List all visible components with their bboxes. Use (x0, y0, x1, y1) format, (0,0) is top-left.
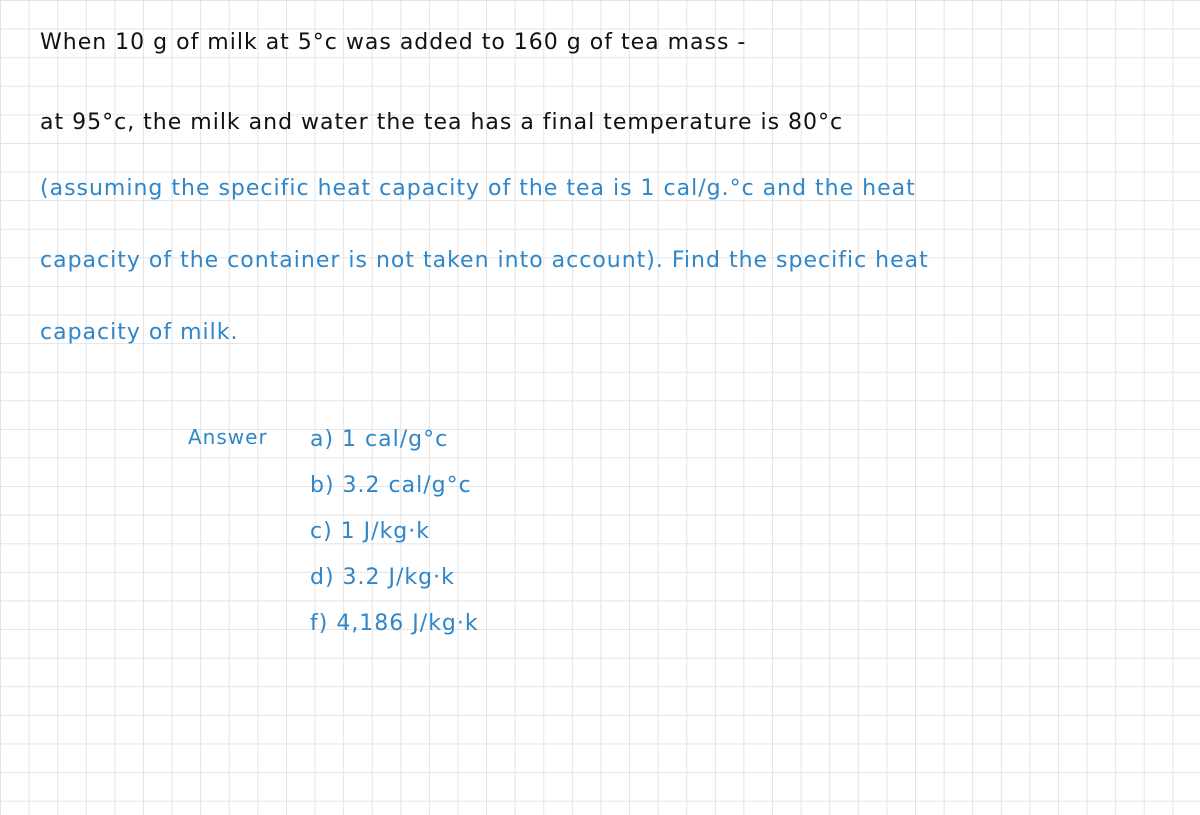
answer-options (310, 425, 479, 655)
answer-option-a: a) 1 cal/g°c (310, 427, 449, 452)
question-line-2: at 95°c, the milk and water the tea has a final temperature is 80°c (40, 110, 844, 135)
question-line-5: capacity of milk. (40, 320, 239, 345)
answer-option-d: d) 3.2 J/kg·k (310, 565, 455, 590)
answer-option-c: c) 1 J/kg·k (310, 519, 431, 544)
question-line-1: When 10 g of milk at 5°c was added to 160 g of tea mass - (40, 30, 747, 55)
answer-label: Answer (188, 425, 268, 449)
answer-option-f: f) 4,186 J/kg·k (310, 611, 479, 636)
question-line-4: capacity of the container is not taken into account). Find the specific heat (40, 248, 929, 273)
answer-option-b: b) 3.2 cal/g°c (310, 473, 472, 498)
question-line-3: (assuming the specific heat capacity of the tea is 1 cal/g.°c and the heat (40, 176, 916, 201)
